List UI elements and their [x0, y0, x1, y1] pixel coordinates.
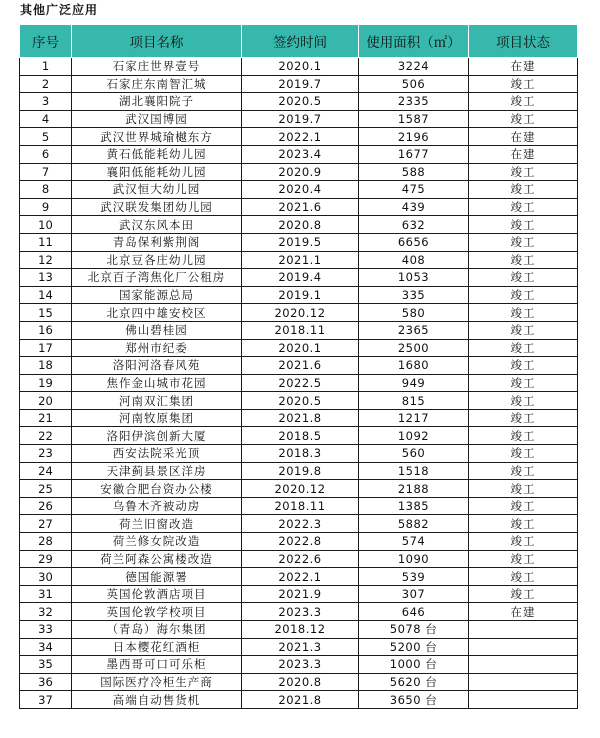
sign-date: 2019.8 — [242, 462, 359, 480]
status-value: 竣工 — [469, 462, 578, 480]
header-status: 项目状态 — [469, 25, 578, 58]
project-name: 英国伦敦学校项目 — [72, 603, 242, 621]
table-row — [20, 585, 578, 603]
sign-date: 2020.12 — [242, 480, 359, 498]
project-name: 国际医疗冷柜生产商 — [72, 673, 242, 691]
status-value: 竣工 — [469, 339, 578, 357]
status-value: 竣工 — [469, 198, 578, 216]
sign-date: 2023.4 — [242, 145, 359, 163]
project-name: 石家庄世界壹号 — [72, 58, 242, 76]
status-value: 竣工 — [469, 233, 578, 251]
project-name: 石家庄东南智汇城 — [72, 75, 242, 93]
table-row — [20, 550, 578, 568]
area-value: 1217 — [359, 409, 469, 427]
sign-date: 2022.3 — [242, 515, 359, 533]
status-value: 竣工 — [469, 286, 578, 304]
status-value: 竣工 — [469, 110, 578, 128]
project-name: 北京四中雄安校区 — [72, 304, 242, 322]
project-name: 武汉国博园 — [72, 110, 242, 128]
header-sign-date: 签约时间 — [242, 25, 359, 58]
sign-date: 2022.1 — [242, 568, 359, 586]
table-row — [20, 321, 578, 339]
sign-date: 2020.8 — [242, 216, 359, 234]
project-name: 荷兰修女院改造 — [72, 533, 242, 551]
project-name: 武汉世界城瑜樾东方 — [72, 128, 242, 146]
table-row — [20, 409, 578, 427]
status-value: 竣工 — [469, 409, 578, 427]
area-value: 439 — [359, 198, 469, 216]
project-name: 荷兰阿森公寓楼改造 — [72, 550, 242, 568]
project-name: 北京百子湾焦化厂公租房 — [72, 269, 242, 287]
row-number: 21 — [20, 409, 72, 427]
sign-date: 2022.6 — [242, 550, 359, 568]
sign-date: 2018.5 — [242, 427, 359, 445]
table-row — [20, 339, 578, 357]
row-number: 2 — [20, 75, 72, 93]
sign-date: 2021.9 — [242, 585, 359, 603]
row-number: 6 — [20, 145, 72, 163]
status-value: 竣工 — [469, 251, 578, 269]
row-number: 27 — [20, 515, 72, 533]
sign-date: 2020.1 — [242, 339, 359, 357]
row-number: 30 — [20, 568, 72, 586]
area-value: 632 — [359, 216, 469, 234]
project-name: 郑州市纪委 — [72, 339, 242, 357]
area-value: 560 — [359, 445, 469, 463]
row-number: 33 — [20, 621, 72, 639]
status-value — [469, 691, 578, 709]
sign-date: 2022.1 — [242, 128, 359, 146]
status-value: 竣工 — [469, 374, 578, 392]
header-area: 使用面积（㎡） — [359, 25, 469, 58]
status-value — [469, 638, 578, 656]
row-number: 12 — [20, 251, 72, 269]
table-row — [20, 128, 578, 146]
status-value: 竣工 — [469, 515, 578, 533]
status-value: 竣工 — [469, 445, 578, 463]
sign-date: 2019.7 — [242, 75, 359, 93]
row-number: 23 — [20, 445, 72, 463]
area-value: 1385 — [359, 497, 469, 515]
row-number: 29 — [20, 550, 72, 568]
row-number: 9 — [20, 198, 72, 216]
project-name: 乌鲁木齐被动房 — [72, 497, 242, 515]
table-row — [20, 515, 578, 533]
table-row — [20, 216, 578, 234]
table-row — [20, 568, 578, 586]
area-value: 1090 — [359, 550, 469, 568]
row-number: 34 — [20, 638, 72, 656]
row-number: 15 — [20, 304, 72, 322]
table-row — [20, 181, 578, 199]
status-value — [469, 656, 578, 674]
row-number: 26 — [20, 497, 72, 515]
row-number: 36 — [20, 673, 72, 691]
status-value: 竣工 — [469, 392, 578, 410]
row-number: 5 — [20, 128, 72, 146]
row-number: 31 — [20, 585, 72, 603]
sign-date: 2018.11 — [242, 321, 359, 339]
sign-date: 2020.12 — [242, 304, 359, 322]
sign-date: 2019.4 — [242, 269, 359, 287]
area-value: 3224 — [359, 58, 469, 76]
project-name: 北京豆各庄幼儿园 — [72, 251, 242, 269]
table-row — [20, 357, 578, 375]
table-row — [20, 110, 578, 128]
area-value: 335 — [359, 286, 469, 304]
area-value: 949 — [359, 374, 469, 392]
table-row — [20, 198, 578, 216]
sign-date: 2023.3 — [242, 603, 359, 621]
status-value: 在建 — [469, 145, 578, 163]
area-value: 475 — [359, 181, 469, 199]
row-number: 20 — [20, 392, 72, 410]
table-row — [20, 304, 578, 322]
sign-date: 2020.5 — [242, 93, 359, 111]
sign-date: 2022.8 — [242, 533, 359, 551]
status-value: 竣工 — [469, 93, 578, 111]
status-value: 竣工 — [469, 533, 578, 551]
area-value: 1092 — [359, 427, 469, 445]
status-value: 在建 — [469, 58, 578, 76]
row-number: 14 — [20, 286, 72, 304]
area-value: 1680 — [359, 357, 469, 375]
table-row — [20, 233, 578, 251]
row-number: 11 — [20, 233, 72, 251]
header-seq: 序号 — [20, 25, 72, 58]
projects-table — [19, 24, 578, 709]
project-name: 湖北襄阳院子 — [72, 93, 242, 111]
project-name: （青岛）海尔集团 — [72, 621, 242, 639]
row-number: 10 — [20, 216, 72, 234]
area-value: 6656 — [359, 233, 469, 251]
sign-date: 2020.5 — [242, 392, 359, 410]
area-value: 580 — [359, 304, 469, 322]
row-number: 24 — [20, 462, 72, 480]
row-number: 28 — [20, 533, 72, 551]
sign-date: 2021.3 — [242, 638, 359, 656]
row-number: 17 — [20, 339, 72, 357]
sign-date: 2021.6 — [242, 357, 359, 375]
sign-date: 2023.3 — [242, 656, 359, 674]
sign-date: 2018.3 — [242, 445, 359, 463]
row-number: 4 — [20, 110, 72, 128]
status-value: 竣工 — [469, 304, 578, 322]
sign-date: 2018.12 — [242, 621, 359, 639]
area-value: 815 — [359, 392, 469, 410]
table-row — [20, 691, 578, 709]
row-number: 22 — [20, 427, 72, 445]
area-value: 2500 — [359, 339, 469, 357]
status-value: 竣工 — [469, 269, 578, 287]
table-row — [20, 445, 578, 463]
table-row — [20, 286, 578, 304]
table-row — [20, 58, 578, 76]
table-row — [20, 269, 578, 287]
project-name: 佛山碧桂园 — [72, 321, 242, 339]
table-row — [20, 656, 578, 674]
status-value: 竣工 — [469, 568, 578, 586]
table-row — [20, 462, 578, 480]
area-value: 2365 — [359, 321, 469, 339]
table-row — [20, 251, 578, 269]
row-number: 16 — [20, 321, 72, 339]
area-value: 2196 — [359, 128, 469, 146]
status-value: 竣工 — [469, 585, 578, 603]
area-value: 408 — [359, 251, 469, 269]
table-row — [20, 533, 578, 551]
sign-date: 2020.8 — [242, 673, 359, 691]
row-number: 18 — [20, 357, 72, 375]
project-name: 安徽合肥台资办公楼 — [72, 480, 242, 498]
area-value: 1000 台 — [359, 656, 469, 674]
sign-date: 2021.6 — [242, 198, 359, 216]
area-value: 2335 — [359, 93, 469, 111]
table-row — [20, 374, 578, 392]
project-name: 武汉恒大幼儿园 — [72, 181, 242, 199]
project-name: 洛阳河洛春风苑 — [72, 357, 242, 375]
area-value: 2188 — [359, 480, 469, 498]
sign-date: 2021.8 — [242, 691, 359, 709]
sign-date: 2019.1 — [242, 286, 359, 304]
project-name: 武汉联发集团幼儿园 — [72, 198, 242, 216]
area-value: 307 — [359, 585, 469, 603]
area-value: 574 — [359, 533, 469, 551]
area-value: 506 — [359, 75, 469, 93]
status-value: 竣工 — [469, 550, 578, 568]
table-row — [20, 480, 578, 498]
project-name: 高端自动售货机 — [72, 691, 242, 709]
sign-date: 2021.1 — [242, 251, 359, 269]
area-value: 1677 — [359, 145, 469, 163]
status-value: 在建 — [469, 603, 578, 621]
area-value: 539 — [359, 568, 469, 586]
area-value: 646 — [359, 603, 469, 621]
project-name: 墨西哥可口可乐柜 — [72, 656, 242, 674]
row-number: 32 — [20, 603, 72, 621]
project-name: 西安法院采光顶 — [72, 445, 242, 463]
row-number: 37 — [20, 691, 72, 709]
table-row — [20, 621, 578, 639]
row-number: 7 — [20, 163, 72, 181]
sign-date: 2020.1 — [242, 58, 359, 76]
row-number: 25 — [20, 480, 72, 498]
status-value: 竣工 — [469, 497, 578, 515]
status-value — [469, 621, 578, 639]
sign-date: 2021.8 — [242, 409, 359, 427]
table-row — [20, 145, 578, 163]
area-value: 1518 — [359, 462, 469, 480]
page-title: 其他广泛应用 — [20, 3, 99, 17]
project-name: 黄石低能耗幼儿园 — [72, 145, 242, 163]
project-name: 河南双汇集团 — [72, 392, 242, 410]
project-name: 日本樱花红酒柜 — [72, 638, 242, 656]
sign-date: 2018.11 — [242, 497, 359, 515]
table-row — [20, 93, 578, 111]
status-value: 竣工 — [469, 75, 578, 93]
project-name: 英国伦敦酒店项目 — [72, 585, 242, 603]
table-row — [20, 638, 578, 656]
sign-date: 2019.7 — [242, 110, 359, 128]
status-value: 竣工 — [469, 427, 578, 445]
row-number: 1 — [20, 58, 72, 76]
row-number: 3 — [20, 93, 72, 111]
header-project-name: 项目名称 — [72, 25, 242, 58]
sign-date: 2022.5 — [242, 374, 359, 392]
table-header-row — [20, 25, 578, 58]
status-value: 竣工 — [469, 163, 578, 181]
table-row — [20, 427, 578, 445]
status-value: 竣工 — [469, 357, 578, 375]
area-value: 1587 — [359, 110, 469, 128]
project-name: 武汉东风本田 — [72, 216, 242, 234]
table-row — [20, 75, 578, 93]
status-value: 竣工 — [469, 216, 578, 234]
area-value: 3650 台 — [359, 691, 469, 709]
area-value: 5882 — [359, 515, 469, 533]
project-name: 天津蓟县景区洋房 — [72, 462, 242, 480]
table-row — [20, 603, 578, 621]
area-value: 5078 台 — [359, 621, 469, 639]
area-value: 5200 台 — [359, 638, 469, 656]
project-name: 德国能源署 — [72, 568, 242, 586]
project-name: 焦作金山城市花园 — [72, 374, 242, 392]
project-name: 青岛保利紫荆阁 — [72, 233, 242, 251]
table-row — [20, 497, 578, 515]
table-row — [20, 673, 578, 691]
row-number: 13 — [20, 269, 72, 287]
project-name: 荷兰旧窗改造 — [72, 515, 242, 533]
status-value — [469, 673, 578, 691]
sign-date: 2020.9 — [242, 163, 359, 181]
project-name: 洛阳伊滨创新大厦 — [72, 427, 242, 445]
area-value: 1053 — [359, 269, 469, 287]
row-number: 8 — [20, 181, 72, 199]
project-name: 国家能源总局 — [72, 286, 242, 304]
row-number: 35 — [20, 656, 72, 674]
area-value: 5620 台 — [359, 673, 469, 691]
table-row — [20, 163, 578, 181]
table-body — [20, 58, 578, 709]
status-value: 竣工 — [469, 181, 578, 199]
area-value: 588 — [359, 163, 469, 181]
status-value: 竣工 — [469, 480, 578, 498]
row-number: 19 — [20, 374, 72, 392]
sign-date: 2019.5 — [242, 233, 359, 251]
status-value: 在建 — [469, 128, 578, 146]
table-row — [20, 392, 578, 410]
status-value: 竣工 — [469, 321, 578, 339]
sign-date: 2020.4 — [242, 181, 359, 199]
project-name: 河南牧原集团 — [72, 409, 242, 427]
project-name: 襄阳低能耗幼儿园 — [72, 163, 242, 181]
